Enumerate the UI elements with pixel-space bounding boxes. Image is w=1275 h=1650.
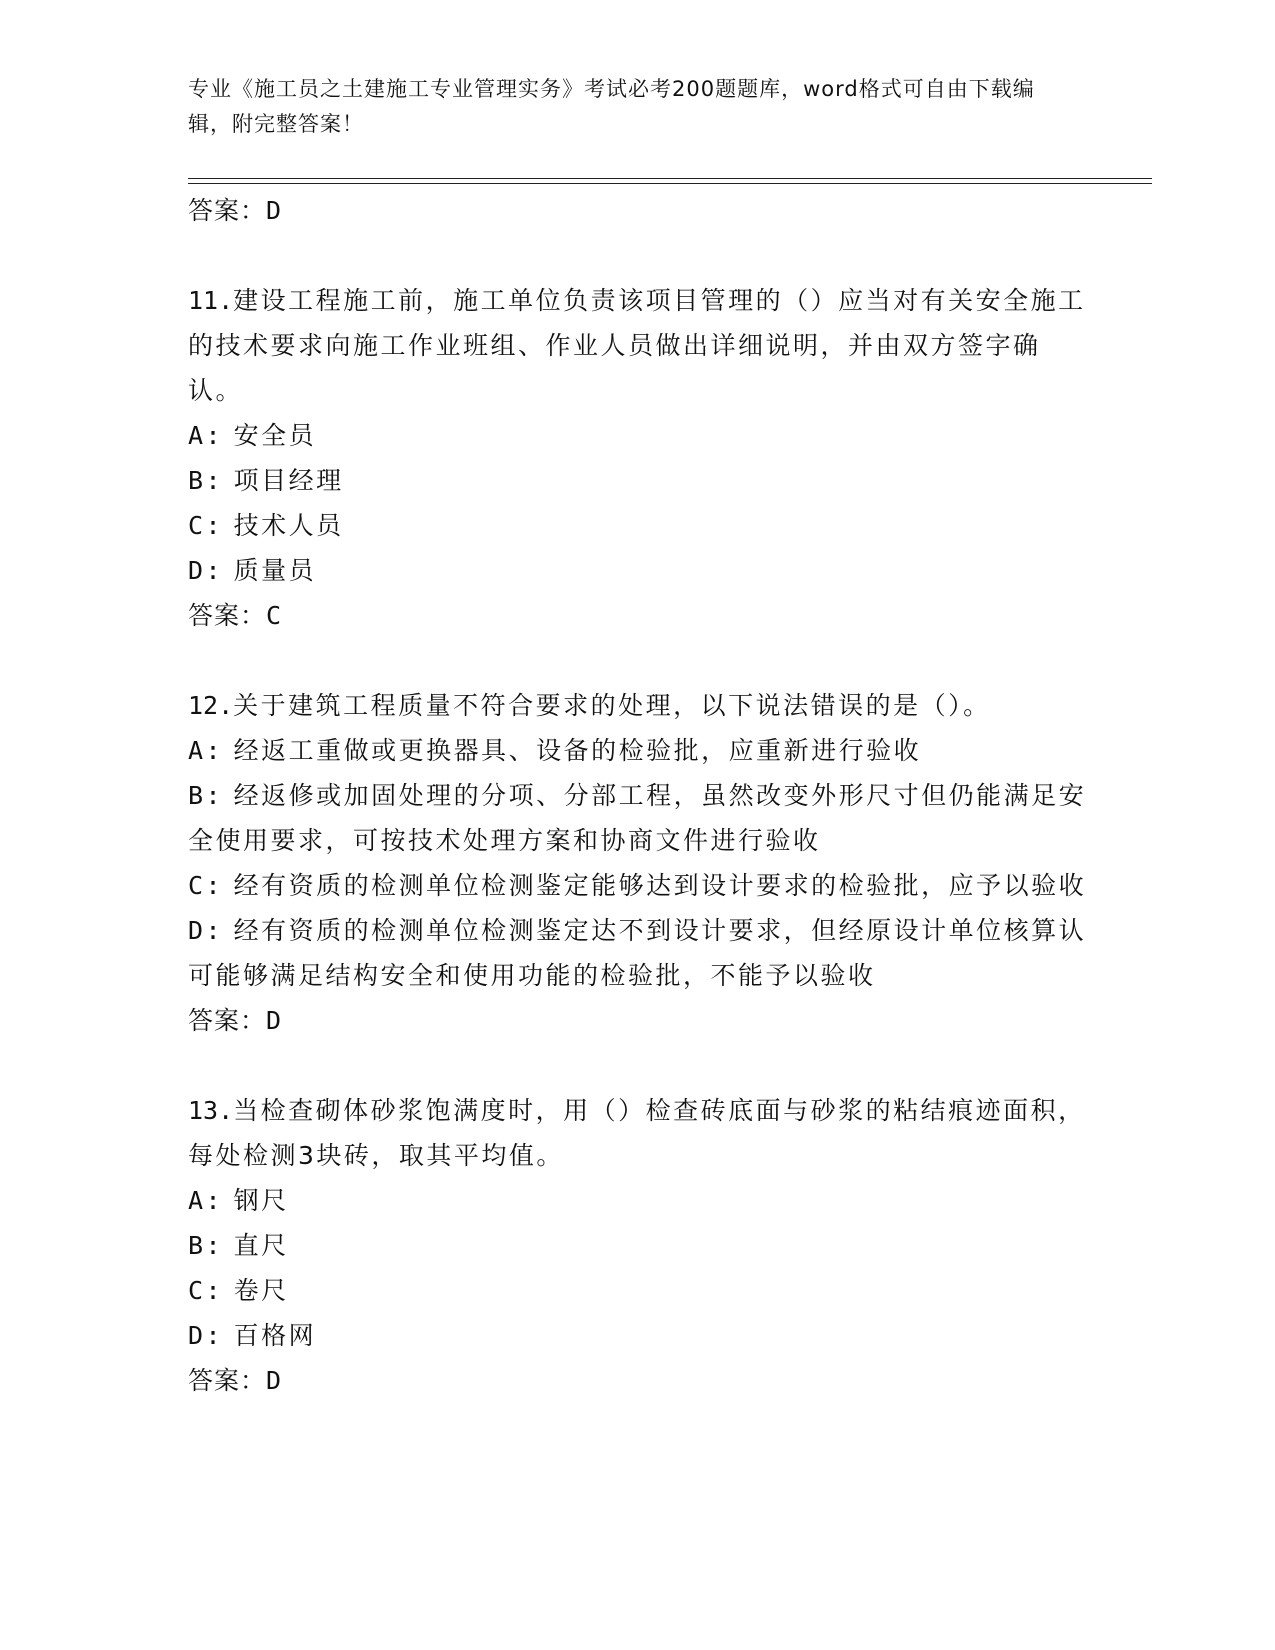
- option-a: [188, 413, 1088, 458]
- spacer: [188, 234, 1088, 278]
- question-stem: [188, 1088, 1088, 1178]
- question-stem: [188, 683, 1088, 728]
- question-12: [188, 683, 1088, 1044]
- option-text: 钢尺: [233, 1186, 289, 1215]
- option-text: 经返工重做或更换器具、设备的检验批，应重新进行验收: [233, 736, 922, 765]
- previous-answer: [188, 188, 1088, 234]
- option-text: 卷尺: [233, 1276, 289, 1305]
- option-c: [188, 503, 1088, 548]
- option-c: [188, 1268, 1088, 1313]
- option-key: A:: [188, 421, 224, 450]
- option-c: [188, 863, 1088, 908]
- spacer: [188, 639, 1088, 683]
- option-text: 项目经理: [233, 466, 344, 495]
- answer-value: D: [266, 1366, 283, 1395]
- option-d: [188, 548, 1088, 593]
- document-body: [188, 188, 1088, 1404]
- answer-label: 答案：: [188, 196, 267, 225]
- option-key: C:: [188, 511, 224, 540]
- answer-value: C: [266, 601, 283, 630]
- question-number: 13.: [188, 1096, 234, 1125]
- question-text: 关于建筑工程质量不符合要求的处理，以下说法错误的是（）。: [233, 691, 991, 720]
- option-b: [188, 458, 1088, 503]
- option-key: C:: [188, 1276, 224, 1305]
- header-rule-top: [188, 178, 1152, 179]
- option-text: 经有资质的检测单位检测鉴定能够达到设计要求的检验批，应予以验收: [233, 871, 1087, 900]
- option-key: C:: [188, 871, 224, 900]
- option-text: 经返修或加固处理的分项、分部工程，虽然改变外形尺寸但仍能满足安全使用要求，可按技术处理方案和协商文件进行验收: [188, 781, 1087, 855]
- answer-label: 答案：: [188, 1366, 267, 1395]
- option-key: B:: [188, 1231, 224, 1260]
- question-number: 11.: [188, 286, 234, 315]
- option-a: [188, 1178, 1088, 1223]
- answer-value: D: [266, 196, 283, 225]
- question-answer: [188, 593, 1088, 639]
- question-stem: [188, 278, 1088, 413]
- document-header: [188, 72, 1068, 142]
- spacer: [188, 1044, 1088, 1088]
- answer-label: 答案：: [188, 1006, 267, 1035]
- option-key: B:: [188, 466, 224, 495]
- option-b: [188, 1223, 1088, 1268]
- answer-value: D: [266, 1006, 283, 1035]
- option-key: D:: [188, 916, 224, 945]
- header-title: 专业《施工员之土建施工专业管理实务》考试必考200题题库，word格式可自由下载编辑，附完整答案！: [188, 77, 1035, 136]
- answer-label: 答案：: [188, 601, 267, 630]
- question-answer: [188, 998, 1088, 1044]
- option-a: [188, 728, 1088, 773]
- option-text: 直尺: [233, 1231, 289, 1260]
- option-text: 百格网: [233, 1321, 317, 1350]
- option-key: D:: [188, 1321, 224, 1350]
- option-text: 经有资质的检测单位检测鉴定达不到设计要求，但经原设计单位核算认可能够满足结构安全和使用功能的检验批，不能予以验收: [188, 916, 1087, 990]
- question-answer: [188, 1358, 1088, 1404]
- option-text: 技术人员: [233, 511, 344, 540]
- option-text: 质量员: [233, 556, 317, 585]
- question-text: 当检查砌体砂浆饱满度时，用（）检查砖底面与砂浆的粘结痕迹面积，每处检测3块砖，取其平均值。: [188, 1096, 1086, 1170]
- question-11: [188, 278, 1088, 639]
- option-d: [188, 1313, 1088, 1358]
- option-key: D:: [188, 556, 224, 585]
- option-b: [188, 773, 1088, 863]
- question-number: 12.: [188, 691, 234, 720]
- option-key: B:: [188, 781, 224, 810]
- option-key: A:: [188, 1186, 224, 1215]
- question-text: 建设工程施工前，施工单位负责该项目管理的（）应当对有关安全施工的技术要求向施工作业班组、作业人员做出详细说明，并由双方签字确认。: [188, 286, 1086, 405]
- option-key: A:: [188, 736, 224, 765]
- header-rule-bottom: [188, 183, 1152, 184]
- option-text: 安全员: [233, 421, 317, 450]
- question-13: [188, 1088, 1088, 1404]
- option-d: [188, 908, 1088, 998]
